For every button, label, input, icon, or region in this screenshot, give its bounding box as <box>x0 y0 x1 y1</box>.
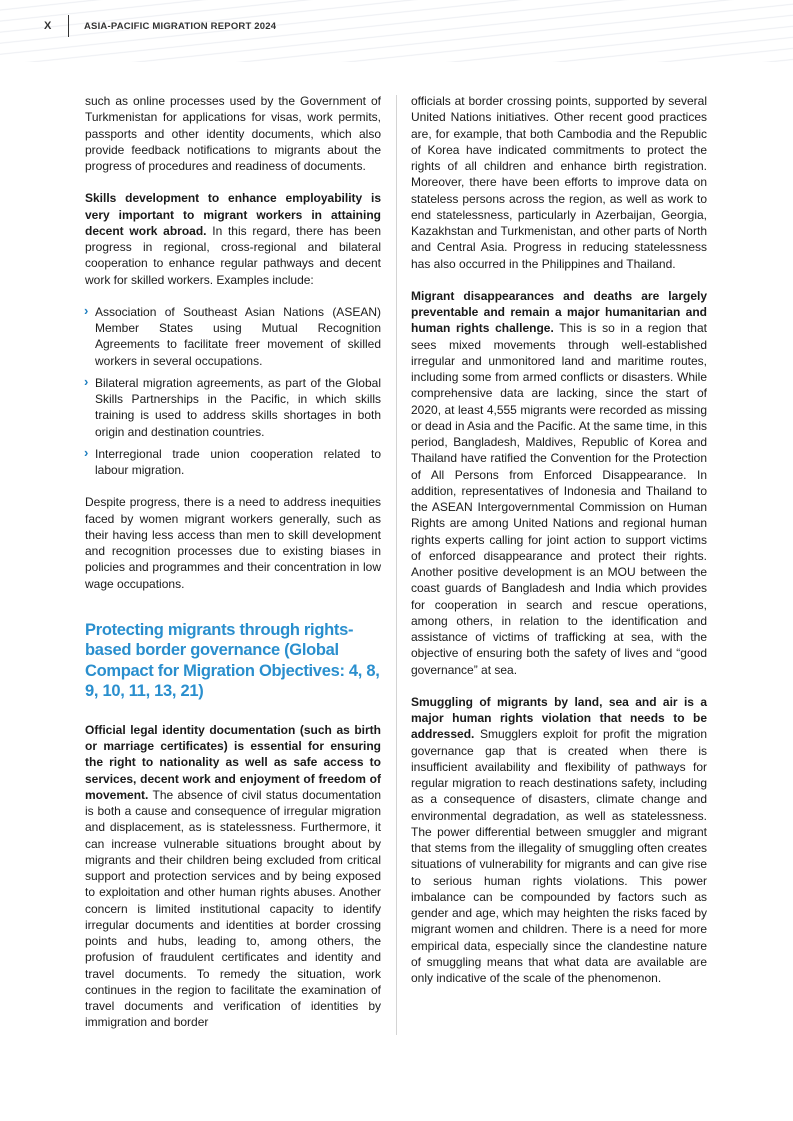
column-divider <box>396 95 397 1035</box>
paragraph-text: officials at border crossing points, supported by several United Nations initiatives. Other recent good practices are, for example, that both Cambodia and the Republic of Korea have indicated commitments to protect the rights of all children and enhance birth registration. Moreover, there have been efforts to improve data on stateless persons across the region, as well as work to end statelessness, particularly in Azerbaijan, Georgia, Kazakhstan and Turkmenistan, and other parts of North and Central Asia. Progress in reducing statelessness has also occurred in the Philippines and Thailand. <box>411 94 707 271</box>
chevron-right-icon: › <box>84 373 89 389</box>
list-item <box>85 304 381 369</box>
section-heading: Protecting migrants through rights-based border governance (Global Compact for Migration Objectives: 4, 8, 9, 10, 11, 13, 21) <box>85 620 380 701</box>
paragraph-lead: Skills development to enhance employability is very important to migrant workers in attaining decent work abroad. <box>85 191 381 238</box>
paragraph-text: This is so in a region that sees mixed movements through well-established irregular and unmonitored land and maritime routes, including some from armed conflicts or disasters. While comprehensive data are lacking, since the start of 2020, at least 4,555 migrants were recorded as missing or dead in Asia and the Pacific. At the same time, in this period, Bangladesh, Maldives, Republic of Korea and Thailand have ratified the Convention for the Protection of All Persons from Enforced Disappearance. In addition, representatives of Indonesia and Thailand to the ASEAN Intergovernmental Commission on Human Rights are among United Nations and regional human rights experts calling for joint action to support victims of enforced disappearance and protect their rights. Another positive development is an MOU between the coast guards of Bangladesh and India which provides for cooperation in search and rescue operations, among others, in relation to the identification and assistance of victims of trafficking at sea, with the objective of ensuring both the safety of lives and “good governance” at sea. <box>411 321 707 677</box>
list-item-text: Interregional trade union cooperation related to labour migration. <box>95 446 381 477</box>
list-item-text: Association of Southeast Asian Nations (ASEAN) Member States using Mutual Recognition Agreements to facilitate freer movement of skilled workers in several occupations. <box>95 304 381 368</box>
paragraph <box>411 93 707 272</box>
chevron-right-icon: › <box>84 302 89 318</box>
paragraph <box>411 694 707 987</box>
paragraph-text: Smugglers exploit for profit the migration governance gap that is created when there is insufficient availability and flexibility of pathways for regular migration to reach destinations safety, including as a consequence of disasters, climate change and environmental degradation, as well as statelessness. The power differential between smuggler and migrant that stems from the illegality of smuggling often creates situations of vulnerability for migrants and can give rise to serious human rights violations. This power imbalance can be compounded by factors such as gender and age, which may heighten the risks faced by migrant women and children. There is a need for more empirical data, especially since the clandestine nature of smuggling means that what data are available are only indicative of the scale of the phenomenon. <box>411 727 707 985</box>
paragraph-text: The absence of civil status documentation is both a cause and consequence of irregular migration and displacement, as is statelessness. Furthermore, it can increase vulnerable situations brought about by migrants and their children being excluded from critical support and protection services and by being exposed to exploitation and other human rights abuses. Another concern is limited institutional capacity to identify irregular documents and identities at border crossing points and hubs, leading to, among others, the profusion of fraudulent certificates and identity and travel documents. To remedy the situation, work continues in the region to facilitate the examination of travel documents and verification of identities by immigration and border <box>85 787 381 1030</box>
left-column <box>85 93 381 1047</box>
paragraph <box>411 288 707 678</box>
paragraph-text: Despite progress, there is a need to address inequities faced by women migrant workers generally, such as their having less access than men to skill development and recognition processes due to existing biases in policies and programmes and their concentration in low wage occupations. <box>85 495 381 591</box>
paragraph-text: such as online processes used by the Government of Turkmenistan for applications for visas, work permits, passports and other identity documents, which also provide feedback notifications to migrants about the progress of procedures and readiness of documents. <box>85 94 381 173</box>
paragraph-lead: Smuggling of migrants by land, sea and air is a major human rights violation that needs to be addressed. <box>411 694 707 742</box>
paragraph-text: In this regard, there has been progress in regional, cross-regional and bilateral cooperation to enhance regular pathways and decent work for skilled workers. Examples include: <box>85 223 381 287</box>
paragraph <box>85 494 381 592</box>
examples-list <box>85 304 381 479</box>
list-item <box>85 375 381 440</box>
paragraph-lead: Official legal identity documentation (such as birth or marriage certificates) is essential for ensuring the right to nationality as well as safe access to services, decent work and enjoyment of freedom of movement. <box>85 722 381 802</box>
chevron-right-icon: › <box>84 444 89 460</box>
running-header-title: ASIA-PACIFIC MIGRATION REPORT 2024 <box>84 21 277 32</box>
header-divider <box>68 15 69 37</box>
page-number: X <box>44 20 52 32</box>
list-item-text: Bilateral migration agreements, as part of the Global Skills Partnerships in the Pacific, in which skills training is used to address skills shortages in both origin and destination countries. <box>95 375 381 439</box>
paragraph <box>85 93 381 174</box>
paragraph <box>85 190 381 288</box>
paragraph <box>85 722 381 1031</box>
paragraph-lead: Migrant disappearances and deaths are largely preventable and remain a major humanitarian and human rights challenge. <box>411 288 707 336</box>
list-item <box>85 446 381 479</box>
right-column <box>411 93 707 1002</box>
